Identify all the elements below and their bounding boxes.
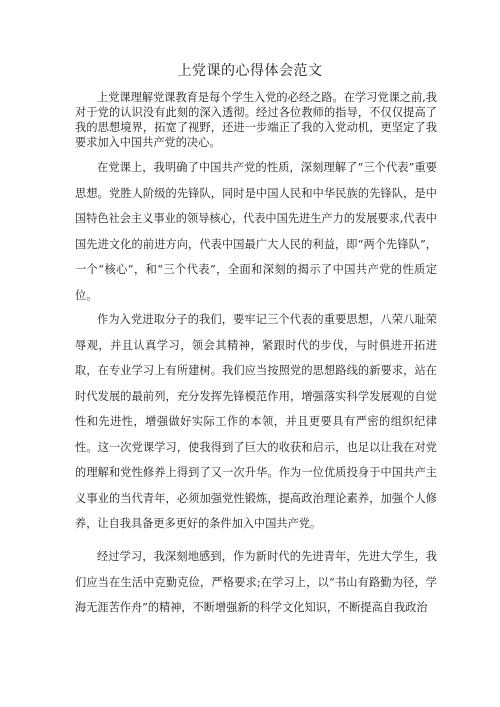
document-title: 上党课的心得体会范文 bbox=[177, 63, 323, 79]
body-paragraph: 在党课上，我明确了中国共产党的性质，深刻理解了“三个代表”重要思想。党胜人阶级的先锋队，同时是中国人民和中华民族的先锋队，是中国特色社会主义事业的领导核心，代表中国先进生产力的发展要求,代表中国先进文化的前进方向，代表中国最广大人民的利益，即“两个先锋队”，一个“核心”，和“三个代表”，全面和深刻的揭示了中国共产党的性质定位。 bbox=[75, 161, 437, 302]
body-paragraph: 经过学习，我深刻地感到，作为新时代的先进青年，先进大学生，我们应当在生活中克勤克俭，严格要求;在学习上，以“书山有路勤为径，学海无涯苦作舟”的精神，不断增强新的科学文化知识，不断提高自我政治 bbox=[75, 550, 437, 614]
intro-paragraph: 上党课理解党课教育是每个学生入党的必经之路。在学习党课之前,我对于党的认识没有此刻的深入透彻。经过各位教师的指导，不仅仅提高了我的思想境界，拓宽了视野，还进一步端正了我的入党动机，更坚定了我要求加入中国共产党的决心。 bbox=[75, 91, 437, 149]
body-paragraph: 作为入党进取分子的我们，要牢记三个代表的重要思想，八荣八耻荣辱观，并且认真学习，领会其精神，紧跟时代的步伐，与时俱进开拓进取，在专业学习上有所建树。我们应当按照党的思想路线的新要求，站在时代发展的最前列，充分发挥先锋模范作用，增强落实科学发展观的自觉性和先进性，增强做好实际工作的本领，并且更要具有严密的组织纪律性。这一次党课学习，使我得到了巨大的收获和启示，也足以让我在对党的理解和党性修养上得到了又一次升华。作为一位优质投身于中国共产主义事业的当代青年，必须加强党性锻炼，提高政治理论素养，加强个人修养，让自我具备更多更好的条件加入中国共产党。 bbox=[75, 313, 437, 530]
